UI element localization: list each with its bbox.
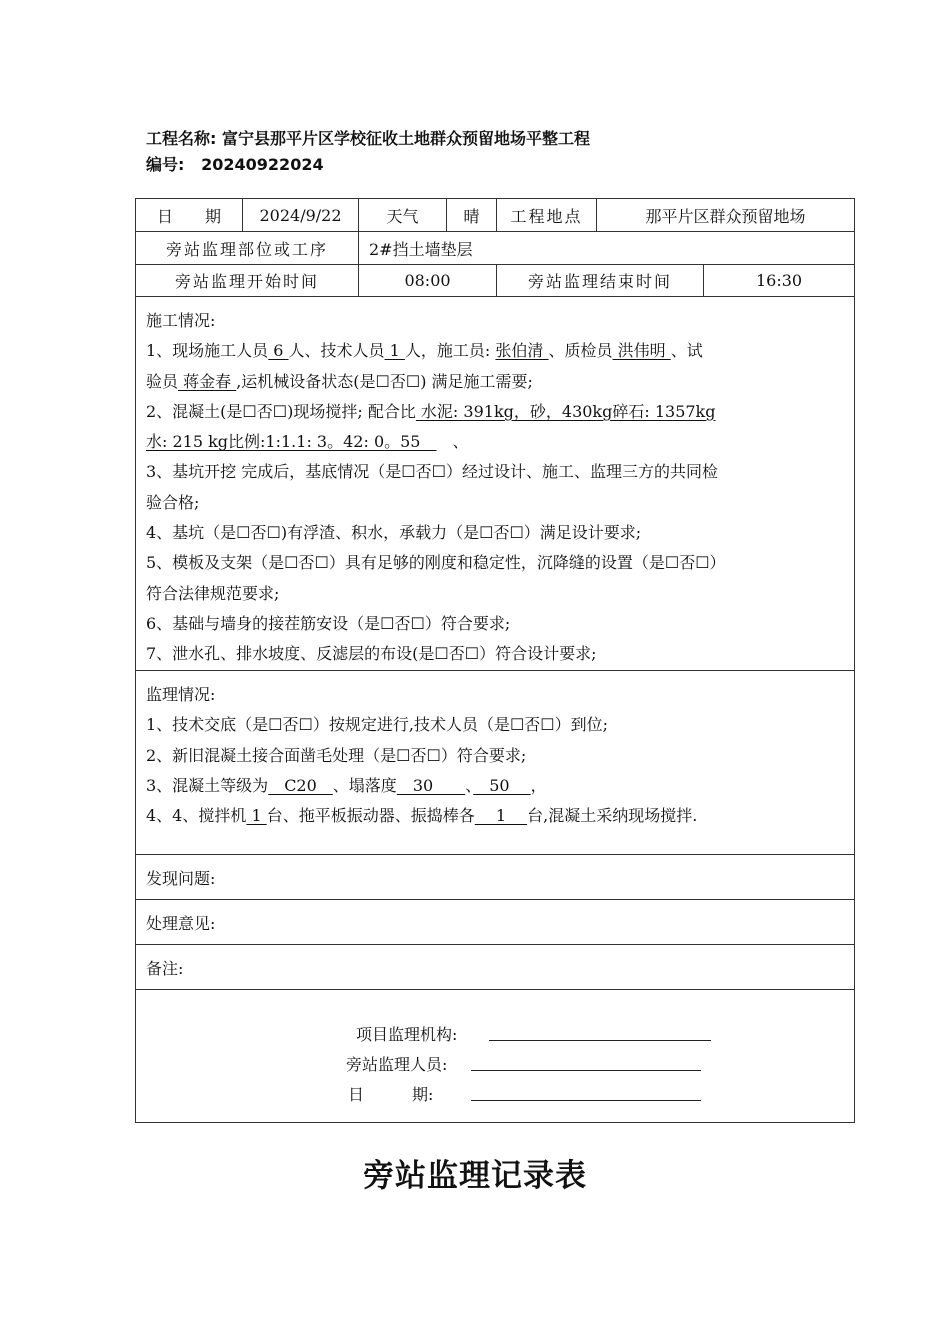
concrete-grade: C20 [268, 775, 333, 795]
supervision-section [136, 671, 855, 855]
supervision-org-label: 项目监理机构: [356, 1025, 458, 1044]
end-time-label: 旁站监理结束时间 [497, 265, 704, 297]
supervisor-person-label: 旁站监理人员: [346, 1055, 448, 1074]
slump-value-2: 50 [473, 775, 531, 795]
signature-section [136, 990, 855, 1123]
date-label: 日 期 [136, 199, 243, 232]
supervision-line-4: 4、4、搅拌机 1 台、拖平板振动器、振捣棒各 1 台,混凝土采纳现场搅拌. [146, 806, 698, 826]
construction-line-11: 7、泄水孔、排水坡度、反滤层的布设(是☐否☐）符合设计要求; [146, 644, 597, 664]
vibrator-count: 1 [474, 806, 528, 826]
construction-line-4: 水: 215 kg比例:1:1.1: 3。42: 0。55 、 [146, 432, 469, 452]
part-process-value: 2#挡土墙垫层 [359, 232, 855, 265]
project-name-line [146, 126, 590, 149]
mix-ratio-part-2: 水: 215 kg比例:1:1.1: 3。42: 0。55 [146, 432, 421, 452]
start-time-value: 08:00 [359, 265, 497, 297]
supervision-title: 监理情况: [146, 685, 216, 704]
opinion-row [136, 900, 855, 945]
inspector-name: 洪伟明 [612, 341, 671, 361]
number-line [146, 152, 324, 175]
construction-title: 施工情况: [146, 311, 216, 330]
construction-line-3: 2、混凝土(是☐否☐)现场搅拌; 配合比 水泥: 391kg，砂，430kg碎石: 1357kg [146, 401, 716, 421]
part-process-label: 旁站监理部位或工序 [136, 232, 359, 265]
site-value: 那平片区群众预留地场 [597, 199, 855, 232]
supervision-line-1: 1、技术交底（是☐否☐）按规定进行,技术人员（是☐否☐）到位; [146, 715, 609, 735]
supervision-record-table [135, 198, 855, 1123]
weather-label: 天气 [359, 199, 447, 232]
supervision-row [136, 671, 855, 855]
start-time-label: 旁站监理开始时间 [136, 265, 359, 297]
construction-row [136, 297, 855, 671]
supervision-org-line [489, 1040, 711, 1041]
time-row [136, 265, 855, 297]
mixer-count: 1 [246, 806, 267, 826]
form-title: 旁站监理记录表 [363, 1158, 587, 1194]
date-value: 2024/9/22 [243, 199, 359, 232]
supervision-line-3: 3、混凝土等级为 C20 、塌落度 30 、 50 ， [146, 775, 547, 795]
project-name: 富宁县那平片区学校征收土地群众预留地场平整工程 [221, 129, 590, 148]
tester-name: 蒋金春 [178, 371, 237, 391]
construction-line-8: 5、模板及支架（是☐否☐）具有足够的刚度和稳定性，沉降缝的设置（是☐否☐） [146, 553, 726, 573]
opinion-label: 处理意见: [136, 900, 855, 945]
remarks-row [136, 945, 855, 990]
site-label: 工程地点 [497, 199, 597, 232]
project-label: 工程名称: [146, 129, 217, 148]
construction-line-2: 验员 蒋金春 ,运机械设备状态(是☐否☐) 满足施工需要; [146, 371, 533, 391]
remarks-label: 备注: [136, 945, 855, 990]
construction-line-1: 1、现场施工人员 6 人、技术人员 1 人，施工员: 张伯清 、质检员 洪伟明 、试 [146, 341, 703, 361]
supervision-line-2: 2、新旧混凝土接合面凿毛处理（是☐否☐）符合要求; [146, 745, 527, 765]
mix-ratio-part-1: 水泥: 391kg，砂，430kg碎石: 1357kg [415, 401, 716, 421]
slump-value-1: 30 [396, 775, 466, 795]
signature-date-line [471, 1100, 701, 1101]
end-time-value: 16:30 [704, 265, 855, 297]
number-label: 编号: [146, 155, 185, 174]
weather-value: 晴 [447, 199, 497, 232]
builder-name: 张伯清 [495, 341, 549, 361]
construction-line-6: 验合格; [146, 492, 200, 512]
date-weather-row [136, 199, 855, 232]
construction-line-7: 4、基坑（是☐否☐)有浮渣、积水，承载力（是☐否☐）满足设计要求; [146, 523, 642, 543]
record-number: 20240922024 [201, 155, 324, 174]
signature-row [136, 990, 855, 1123]
construction-line-10: 6、基础与墙身的接茬筋安设（是☐否☐）符合要求; [146, 613, 511, 633]
construction-line-9: 符合法律规范要求; [146, 583, 280, 603]
part-process-row [136, 232, 855, 265]
worker-count: 6 [268, 341, 289, 361]
construction-section [136, 297, 855, 671]
construction-line-5: 3、基坑开挖 完成后，基底情况（是☐否☐）经过设计、施工、监理三方的共同检 [146, 462, 718, 482]
signature-date-label: 日 期: [348, 1085, 434, 1104]
tech-count: 1 [384, 341, 405, 361]
issues-row [136, 855, 855, 900]
supervisor-person-line [471, 1070, 701, 1071]
issues-label: 发现问题: [136, 855, 855, 900]
